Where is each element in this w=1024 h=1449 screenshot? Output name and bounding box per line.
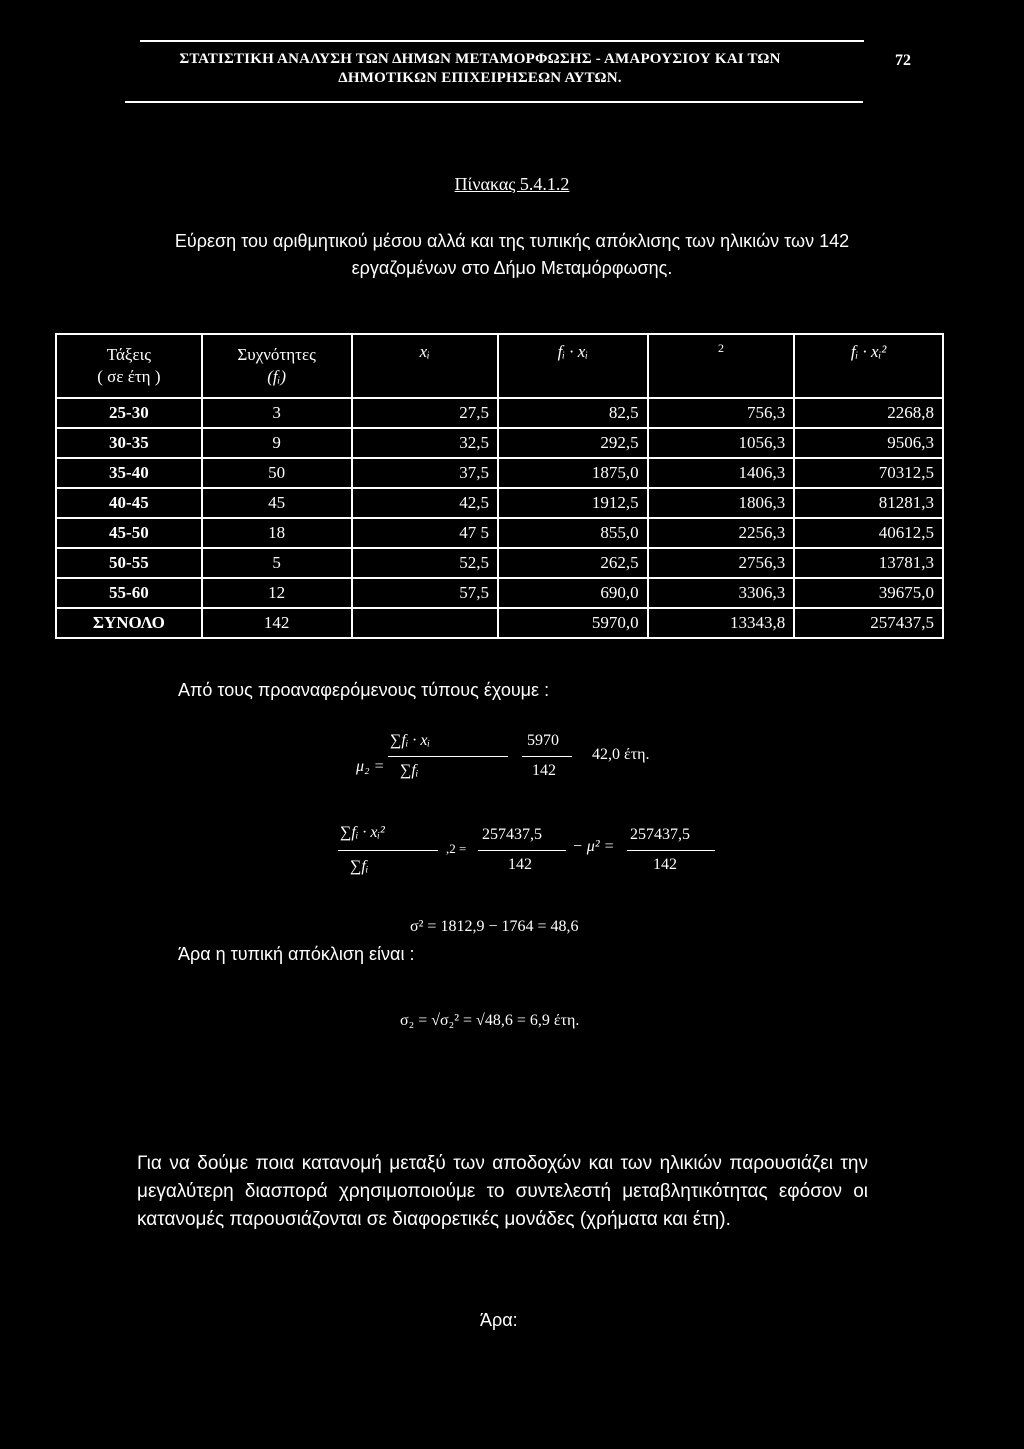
cell-class: 55-60 <box>56 578 202 608</box>
cell-x-squared: 2256,3 <box>648 518 795 548</box>
cell-total-fix2: 257437,5 <box>794 608 943 638</box>
ara-text: Άρα: <box>480 1310 518 1330</box>
table-row <box>56 488 943 518</box>
cell-xi: 52,5 <box>352 548 499 578</box>
table-header-row <box>56 334 943 398</box>
cell-xi: 37,5 <box>352 458 499 488</box>
mean-denominator: ∑fᵢ <box>400 762 419 779</box>
table-label: Πίνακας 5.4.1.2 <box>454 174 570 194</box>
cell-x-squared: 1056,3 <box>648 428 795 458</box>
variance-numerator-value: 257437,5 <box>482 826 542 843</box>
cell-xi: 47 5 <box>352 518 499 548</box>
cell-x-squared: 756,3 <box>648 398 795 428</box>
mean-numerator-value: 5970 <box>527 732 559 749</box>
table-body <box>56 398 943 638</box>
cell-total-frequency: 142 <box>202 608 352 638</box>
variance-denominator-value-2: 142 <box>653 856 677 873</box>
table-caption: Εύρεση του αριθμητικού μέσου αλλά και της τυπικής απόκλισης των ηλικιών των 142 εργαζομένων στο Δήμο Μεταμόρφωσης. <box>174 231 850 278</box>
cell-fix2: 81281,3 <box>794 488 943 518</box>
cell-fixi: 82,5 <box>498 398 648 428</box>
cell-fixi: 1912,5 <box>498 488 648 518</box>
cell-frequency: 12 <box>202 578 352 608</box>
cell-fixi: 690,0 <box>498 578 648 608</box>
variance-numerator-value-2: 257437,5 <box>630 826 690 843</box>
cell-x-squared: 1406,3 <box>648 458 795 488</box>
cell-fix2: 70312,5 <box>794 458 943 488</box>
cell-class: 40-45 <box>56 488 202 518</box>
table-row <box>56 398 943 428</box>
cell-x-squared: 1806,3 <box>648 488 795 518</box>
mean-numerator: ∑fᵢ · xᵢ <box>390 732 431 749</box>
cell-frequency: 50 <box>202 458 352 488</box>
cell-total-x-squared: 13343,8 <box>648 608 795 638</box>
mean-lhs: μ₂ = <box>356 758 385 775</box>
therefore-sd-text: Άρα η τυπική απόκλιση είναι : <box>178 944 415 964</box>
variance-numerator: ∑fᵢ · xᵢ² <box>340 824 385 841</box>
table-total-row <box>56 608 943 638</box>
header-classes <box>56 334 202 398</box>
header-fixi: fᵢ · xᵢ <box>498 334 648 398</box>
cell-fix2: 40612,5 <box>794 518 943 548</box>
cell-fix2: 13781,3 <box>794 548 943 578</box>
header-rule-bottom <box>125 101 863 103</box>
cell-total-xi <box>352 608 499 638</box>
header-x-squared: 2 <box>648 334 795 398</box>
header-rule-top <box>140 40 864 42</box>
cell-class: 45-50 <box>56 518 202 548</box>
cell-frequency: 9 <box>202 428 352 458</box>
cell-xi: 42,5 <box>352 488 499 518</box>
frequency-table <box>55 333 944 639</box>
cell-fixi: 855,0 <box>498 518 648 548</box>
cell-xi: 57,5 <box>352 578 499 608</box>
cell-x-squared: 3306,3 <box>648 578 795 608</box>
paragraph-text: Για να δούμε ποια κατανομή μεταξύ των αποδοχών και των ηλικιών παρουσιάζει την μεγαλύτερη διασπορά χρησιμοποιούμε το συντελεστή μεταβλητικότητας εφόσον οι κατανομές παρουσιάζονται σε διαφορετικές μονάδες (χρήματα και έτη). <box>137 1153 868 1230</box>
cell-frequency: 45 <box>202 488 352 518</box>
cell-frequency: 18 <box>202 518 352 548</box>
cell-total-fixi: 5970,0 <box>498 608 648 638</box>
cell-fixi: 292,5 <box>498 428 648 458</box>
cell-fix2: 2268,8 <box>794 398 943 428</box>
standard-deviation-line: σ₂ = √σ₂² = √48,6 = 6,9 έτη. <box>400 1012 580 1029</box>
table-row <box>56 548 943 578</box>
running-title: ΣΤΑΤΙΣΤΙΚΗ ΑΝΑΛΥΣΗ ΤΩΝ ΔΗΜΩΝ ΜΕΤΑΜΟΡΦΩΣΗΣ - ΑΜΑΡΟΥΣΙΟΥ ΚΑΙ ΤΩΝ ΔΗΜΟΤΙΚΩΝ ΕΠΙΧΕΙΡΗΣΕΩΝ ΑΥΤΩΝ. <box>179 51 781 86</box>
table-row <box>56 518 943 548</box>
table-row <box>56 458 943 488</box>
mean-fraction-bar <box>388 756 508 757</box>
mean-denominator-value: 142 <box>532 762 556 779</box>
cell-class: 35-40 <box>56 458 202 488</box>
header-frequency-line2: (fᵢ) <box>267 367 286 386</box>
variance-fraction-bar <box>338 850 438 851</box>
variance-denominator-value: 142 <box>508 856 532 873</box>
cell-class: 50-55 <box>56 548 202 578</box>
mean-value-fraction-bar <box>522 756 572 757</box>
from-formulas-text: Από τους προαναφερόμενους τύπους έχουμε : <box>178 680 550 700</box>
table-row <box>56 578 943 608</box>
variance-minus-mu: − μ² = <box>572 838 615 855</box>
cell-total-label: ΣΥΝΟΛΟ <box>56 608 202 638</box>
variance-value-fraction-bar <box>478 850 566 851</box>
variance-denominator: ∑fᵢ <box>350 858 369 875</box>
mean-result: 42,0 έτη. <box>592 746 650 763</box>
cell-class: 30-35 <box>56 428 202 458</box>
header-fix2: fᵢ · xᵢ² <box>794 334 943 398</box>
header-xi: xᵢ <box>352 334 499 398</box>
table-row <box>56 428 943 458</box>
page-number: 72 <box>895 52 911 69</box>
cell-fix2: 9506,3 <box>794 428 943 458</box>
cell-xi: 32,5 <box>352 428 499 458</box>
cell-xi: 27,5 <box>352 398 499 428</box>
cell-x-squared: 2756,3 <box>648 548 795 578</box>
variance-mid: ,2 = <box>446 841 467 856</box>
variance-value-fraction-bar-2 <box>627 850 715 851</box>
cell-fixi: 262,5 <box>498 548 648 578</box>
sigma-squared-line: σ² = 1812,9 − 1764 = 48,6 <box>410 918 579 935</box>
cell-frequency: 3 <box>202 398 352 428</box>
header-classes-line2: ( σε έτη ) <box>97 367 161 386</box>
cell-fixi: 1875,0 <box>498 458 648 488</box>
header-frequency <box>202 334 352 398</box>
header-frequency-line1: Συχνότητες <box>237 345 316 364</box>
cell-fix2: 39675,0 <box>794 578 943 608</box>
cell-class: 25-30 <box>56 398 202 428</box>
cell-frequency: 5 <box>202 548 352 578</box>
header-classes-line1: Τάξεις <box>106 345 151 364</box>
